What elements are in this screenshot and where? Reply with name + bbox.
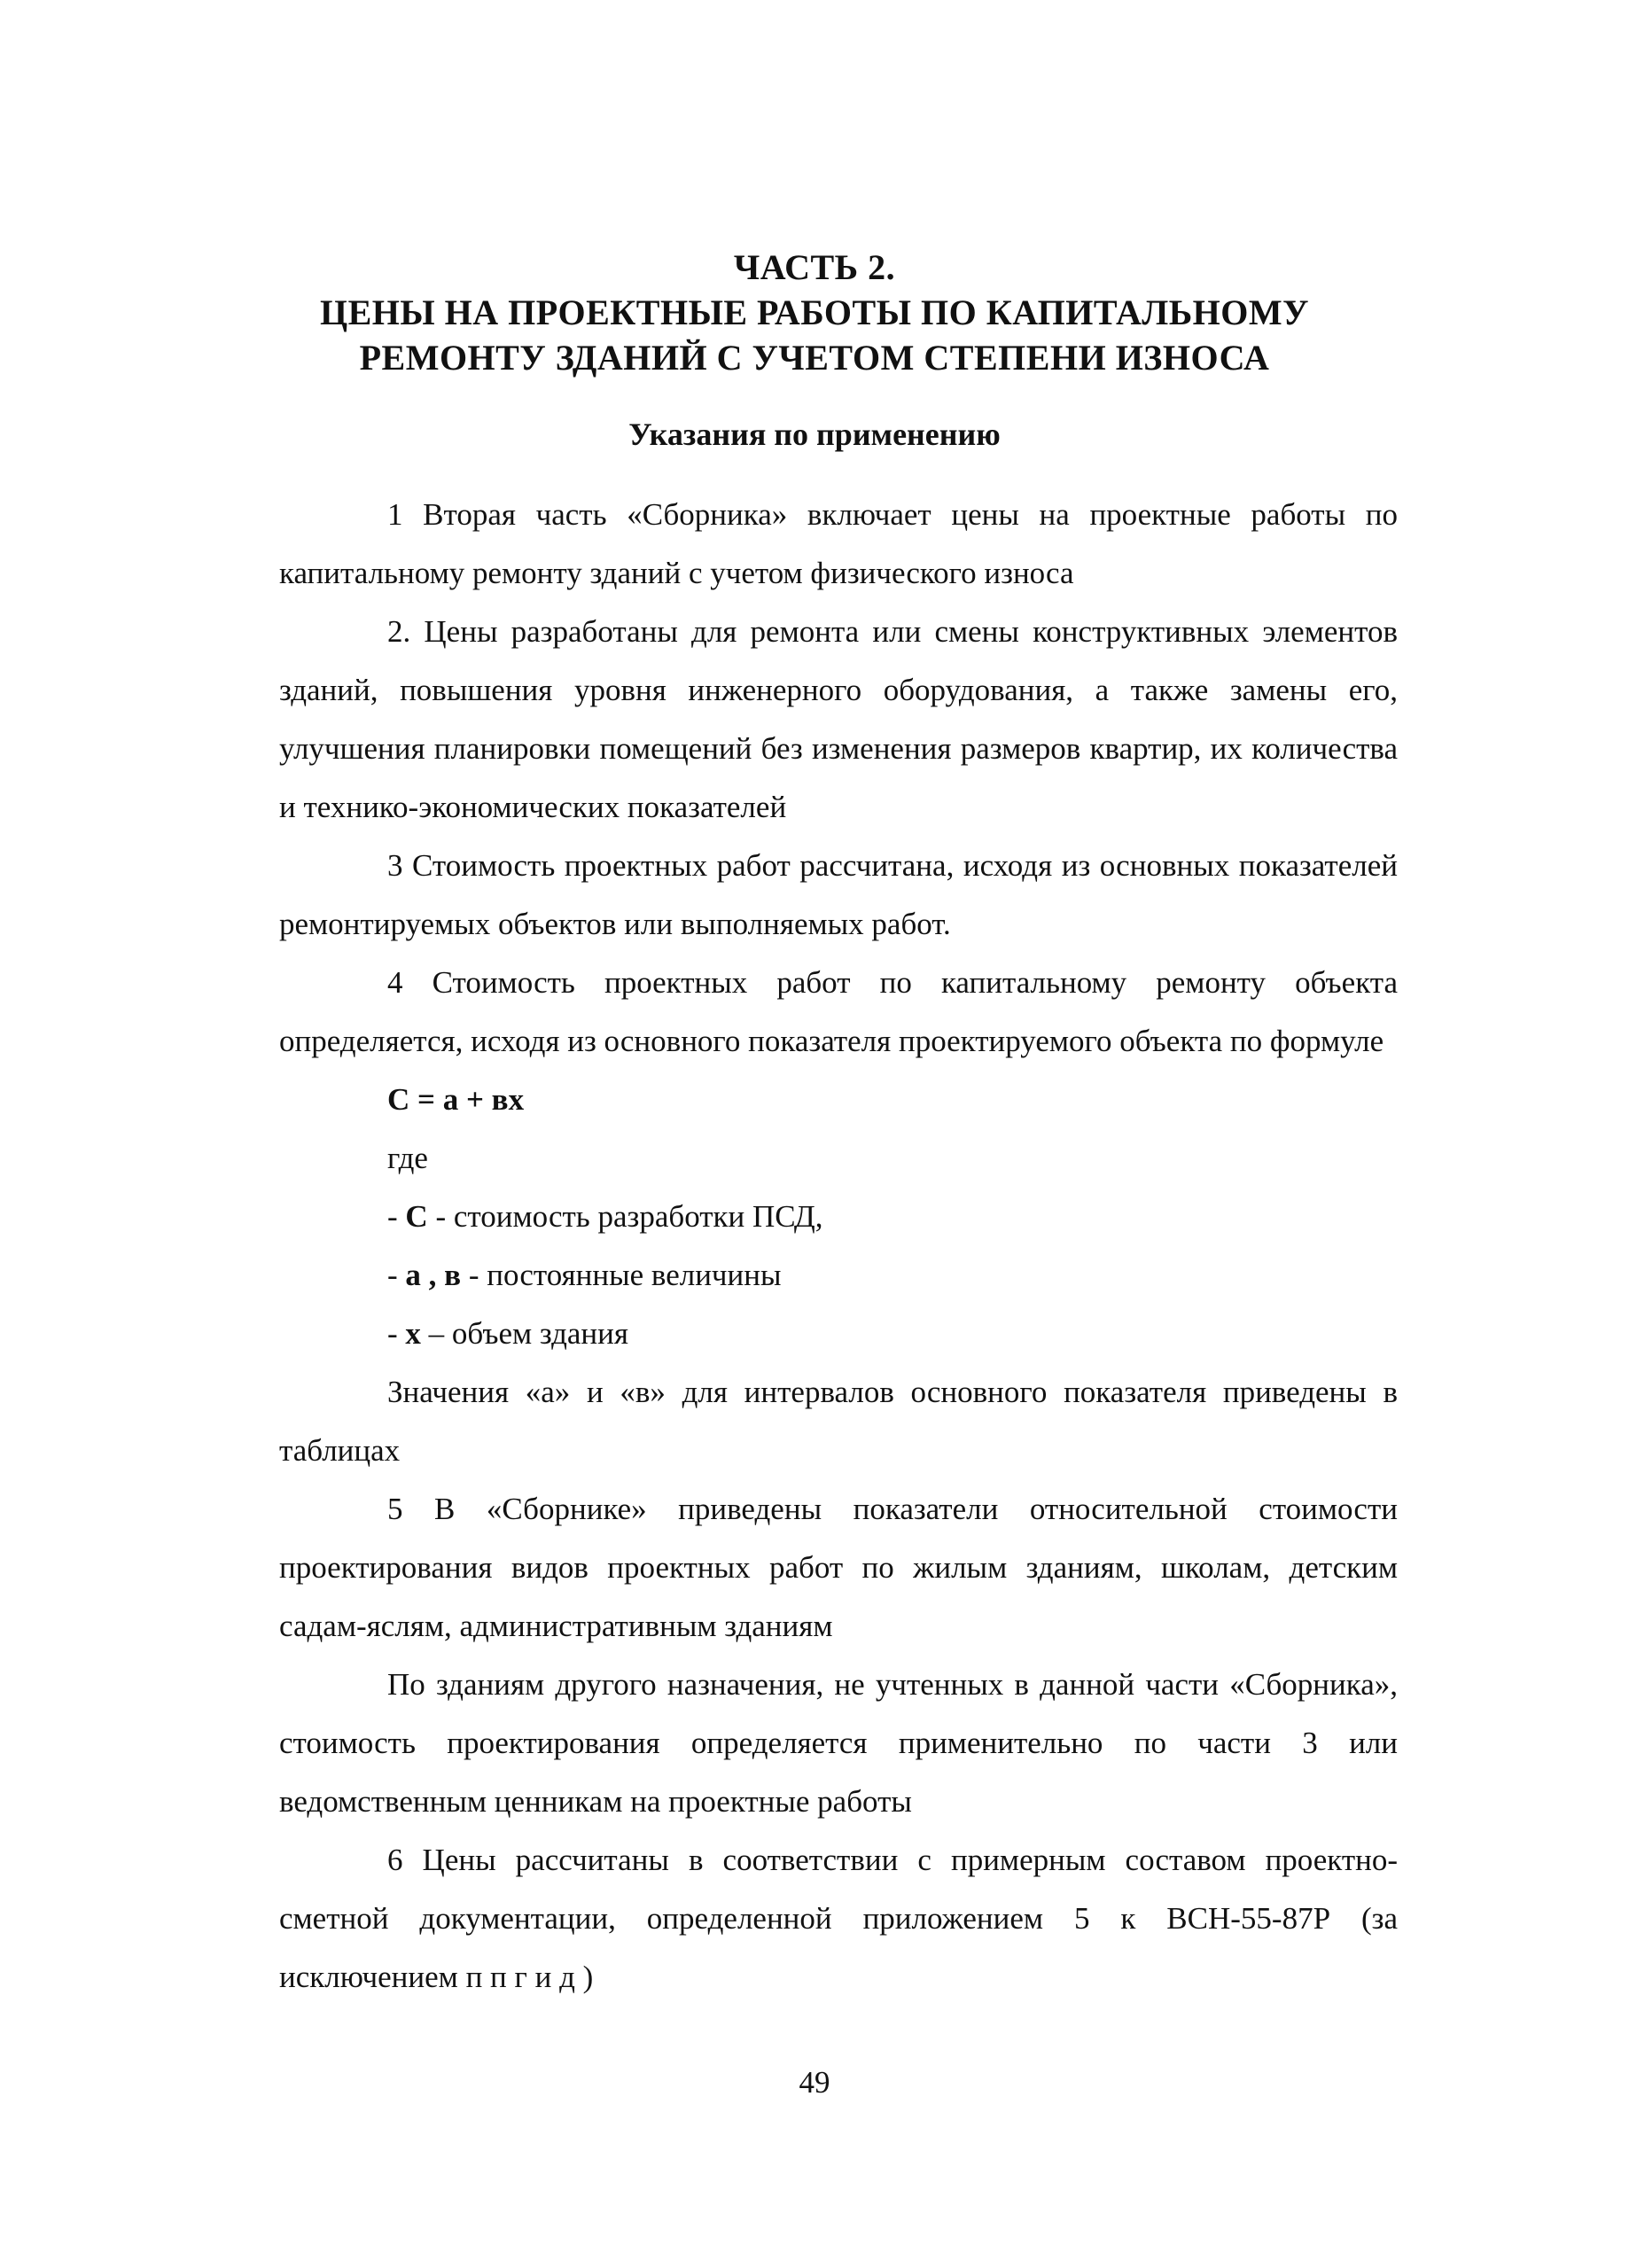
definition-a-b: - а , в - постоянные величины: [387, 1258, 782, 1292]
definition-c: - С - стоимость разработки ПСД,: [387, 1199, 823, 1234]
paragraph-3: 3 Стоимость проектных работ рассчитана, исходя из основных показателей ремонтируемых объектов или выполняемых работ.: [279, 848, 1398, 941]
definition-c-symbol: С: [405, 1199, 428, 1234]
formula: С = а + вх: [387, 1082, 525, 1117]
paragraph-4: 4 Стоимость проектных работ по капитальному ремонту объекта определяется, исходя из основного показателя проектируемого объекта по формуле: [279, 965, 1398, 1058]
definition-a-b-text: постоянные величины: [487, 1258, 782, 1292]
paragraph-6: 5 В «Сборнике» приведены показатели относительной стоимости проектирования видов проектных работ по жилым зданиям, школам, детским садам-яслям, административным зданиям: [279, 1492, 1398, 1643]
paragraph-5: Значения «а» и «в» для интервалов основного показателя приведены в таблицах: [279, 1375, 1398, 1468]
title-line-2: РЕМОНТУ ЗДАНИЙ С УЧЕТОМ СТЕПЕНИ ИЗНОСА: [359, 338, 1270, 378]
definition-x-text: объем здания: [451, 1316, 628, 1351]
paragraph-8: 6 Цены рассчитаны в соответствии с примерным составом проектно-сметной документации, определенной приложением 5 к ВСН-55-87Р (за исключением п п г и д ): [279, 1843, 1398, 1994]
paragraph-7: По зданиям другого назначения, не учтенных в данной части «Сборника», стоимость проектирования определяется применительно по части 3 или ведомственным ценникам на проектные работы: [279, 1667, 1398, 1819]
definition-c-text: стоимость разработки ПСД,: [453, 1199, 823, 1234]
where-label: где: [387, 1141, 428, 1175]
definition-x: - х – объем здания: [387, 1316, 628, 1351]
title-line-1: ЦЕНЫ НА ПРОЕКТНЫЕ РАБОТЫ ПО КАПИТАЛЬНОМУ: [320, 292, 1309, 332]
part-heading: ЧАСТЬ 2.: [733, 247, 896, 287]
section-subheading: Указания по применению: [628, 417, 1001, 452]
definition-x-symbol: х: [405, 1316, 421, 1351]
paragraph-2: 2. Цены разработаны для ремонта или смены конструктивных элементов зданий, повышения уровня инженерного оборудования, а также замены его, улучшения планировки помещений без изменения размеров квартир, их количества и технико-экономических показателей: [279, 614, 1398, 824]
page-number: 49: [799, 2065, 830, 2100]
definition-a-b-symbol: а , в: [405, 1258, 462, 1292]
paragraph-1: 1 Вторая часть «Сборника» включает цены на проектные работы по капитальному ремонту зданий с учетом физического износа: [279, 497, 1398, 590]
body-text: [279, 486, 1398, 2007]
